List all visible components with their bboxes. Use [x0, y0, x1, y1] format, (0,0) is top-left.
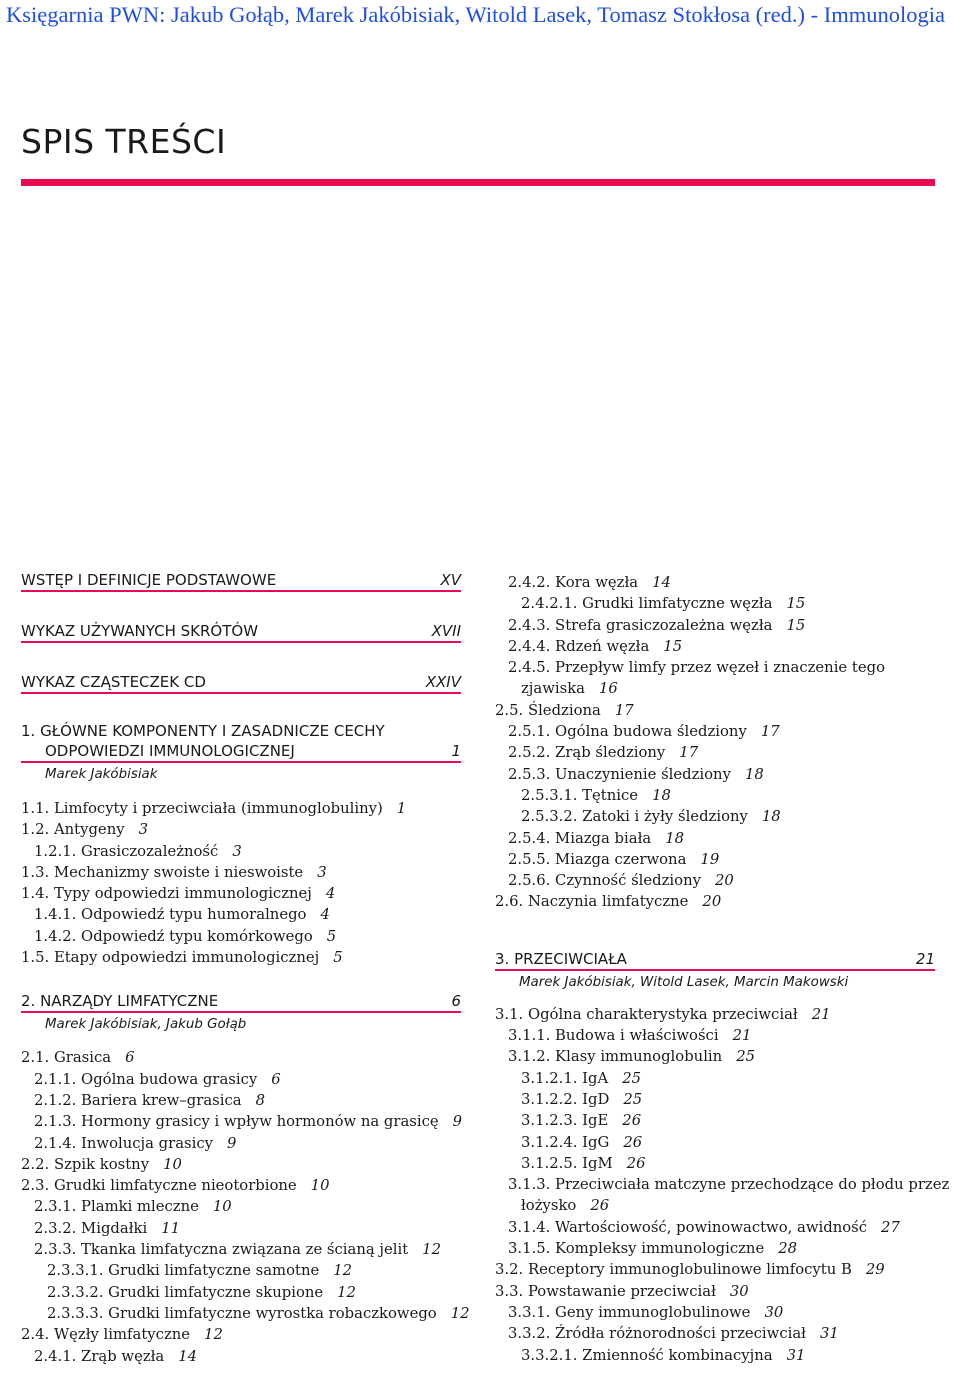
toc-item-text: łożysko — [521, 1197, 577, 1215]
toc-item-page: 1 — [396, 800, 407, 817]
toc-item[interactable] — [21, 1324, 461, 1345]
toc-item-text: 2.5.3. Unaczynienie śledziony — [508, 765, 731, 783]
toc-item-page: 4 — [320, 906, 330, 924]
toc-item[interactable] — [21, 1069, 461, 1090]
toc-item[interactable] — [495, 1302, 935, 1323]
toc-item[interactable] — [21, 819, 461, 840]
toc-item[interactable] — [21, 862, 461, 883]
page-banner[interactable]: Księgarnia PWN: Jakub Gołąb, Marek Jakóbisiak, Witold Lasek, Tomasz Stokłosa (red.) - Immunologia — [6, 2, 946, 27]
toc-item-text: 3.3.2. Źródła różnorodności przeciwciał — [508, 1325, 806, 1343]
chapter-1-items — [21, 798, 461, 968]
toc-item-text: 2.2. Szpik kostny — [21, 1155, 150, 1173]
toc-item-page: 12 — [450, 1304, 470, 1322]
toc-item[interactable] — [21, 1260, 461, 1281]
toc-item-page: 15 — [786, 595, 806, 613]
toc-item[interactable] — [495, 742, 935, 763]
toc-item-page: 31 — [819, 1325, 839, 1343]
toc-item[interactable] — [495, 1217, 935, 1238]
toc-item-text: 2.1.4. Inwolucja grasicy — [34, 1134, 214, 1152]
toc-item-page: 20 — [714, 872, 734, 890]
toc-item-text: 3.2. Receptory immunoglobulinowe limfocytu B — [495, 1261, 852, 1279]
toc-item-text: 2.3.3.1. Grudki limfatyczne samotne — [47, 1262, 320, 1280]
toc-entry-label: WSTĘP I DEFINICJE PODSTAWOWE — [21, 571, 277, 589]
toc-item-text: zjawiska — [521, 680, 585, 698]
toc-item-page: 28 — [778, 1240, 798, 1258]
chapter-1-author: Marek Jakóbisiak — [45, 767, 158, 782]
toc-item-page: 12 — [337, 1283, 356, 1301]
chapter-heading-line: 1. GŁÓWNE KOMPONENTY I ZASADNICZE CECHY — [21, 722, 385, 740]
toc-item-text: 2.4. Węzły limfatyczne — [21, 1326, 191, 1344]
toc-item-text: 3.1.2.3. IgE — [521, 1112, 609, 1130]
toc-item-page: 26 — [590, 1197, 610, 1215]
toc-item[interactable] — [495, 657, 935, 678]
chapter-heading-line: 2. NARZĄDY LIMFATYCZNE — [21, 992, 219, 1011]
toc-item-page: 6 — [125, 1049, 135, 1067]
toc-item-page: 10 — [163, 1155, 182, 1173]
toc-item[interactable] — [495, 1153, 935, 1174]
chapter-3-items — [495, 1004, 950, 1366]
toc-item[interactable] — [495, 849, 935, 870]
toc-item[interactable] — [21, 1111, 461, 1132]
chapter-heading-line: ODPOWIEDZI IMMUNOLOGICZNEJ — [45, 742, 295, 760]
toc-item-text: 2.5.6. Czynność śledziony — [508, 872, 701, 890]
toc-item-text: 1.3. Mechanizmy swoiste i nieswoiste — [21, 863, 304, 881]
toc-item-text: 2.5.3.2. Zatoki i żyły śledziony — [521, 808, 748, 826]
toc-item-text: 2.6. Naczynia limfatyczne — [495, 893, 689, 911]
toc-item[interactable] — [21, 1154, 461, 1175]
toc-item-text: 2.4.1. Zrąb węzła — [34, 1347, 165, 1365]
toc-item[interactable] — [495, 1281, 935, 1302]
toc-item-text: 2.5.4. Miazga biała — [508, 829, 652, 847]
toc-item-page: 18 — [652, 786, 671, 804]
toc-item-text: 3.1.5. Kompleksy immunologiczne — [508, 1240, 765, 1258]
toc-item[interactable] — [21, 1047, 461, 1068]
toc-item[interactable] — [21, 1218, 461, 1239]
toc-item-wrapped-line[interactable] — [495, 1195, 935, 1216]
toc-item-page: 31 — [786, 1346, 806, 1364]
toc-item[interactable] — [495, 1110, 935, 1131]
toc-item-page: 8 — [255, 1091, 265, 1109]
toc-item-page: 30 — [764, 1303, 784, 1321]
toc-item[interactable] — [495, 806, 935, 827]
toc-item[interactable] — [495, 828, 935, 849]
toc-item-text: 2.3.3.3. Grudki limfatyczne wyrostka robaczkowego — [47, 1304, 437, 1322]
chapter-3-heading[interactable] — [495, 949, 935, 971]
toc-entry-page: XVII — [431, 622, 461, 640]
toc-item-page: 21 — [732, 1027, 752, 1045]
toc-item-page: 12 — [333, 1262, 353, 1280]
toc-item[interactable] — [495, 593, 935, 614]
toc-item-page: 27 — [881, 1218, 900, 1236]
toc-item-page: 20 — [702, 893, 722, 911]
toc-item-text: 3.1. Ogólna charakterystyka przeciwciał — [495, 1005, 798, 1023]
toc-entry-front-2[interactable] — [21, 621, 461, 643]
toc-item-text: 2.4.4. Rdzeń węzła — [508, 637, 650, 655]
toc-item[interactable] — [495, 870, 935, 891]
toc-item-page: 3 — [138, 821, 149, 839]
toc-item[interactable] — [21, 904, 461, 925]
toc-item-page: 26 — [622, 1112, 642, 1130]
toc-item[interactable] — [495, 1345, 935, 1366]
toc-item-text: 2.5. Śledziona — [495, 701, 601, 719]
toc-item-text: 3.3.2.1. Zmienność kombinacyjna — [521, 1346, 773, 1364]
chapter-2-heading[interactable] — [21, 991, 461, 1013]
toc-item-text: 1.1. Limfocyty i przeciwciała (immunoglobuliny) — [21, 800, 383, 817]
toc-item[interactable] — [21, 841, 461, 862]
toc-item-page: 15 — [786, 616, 806, 634]
toc-item-page: 12 — [204, 1326, 223, 1344]
toc-item-page: 25 — [623, 1090, 643, 1108]
toc-item-text: 1.2. Antygeny — [21, 821, 125, 839]
toc-item-page: 18 — [761, 808, 781, 826]
toc-item-page: 4 — [325, 885, 336, 903]
toc-item-page: 14 — [652, 574, 671, 591]
toc-item-page: 3 — [317, 863, 327, 881]
toc-entry-label: WYKAZ UŻYWANYCH SKRÓTÓW — [21, 622, 259, 640]
toc-item-page: 17 — [679, 744, 699, 762]
toc-item[interactable] — [21, 947, 461, 968]
toc-item-page: 5 — [333, 949, 343, 967]
toc-item-page: 9 — [227, 1134, 237, 1152]
toc-item-page: 15 — [663, 637, 683, 655]
toc-item-text: 2.5.1. Ogólna budowa śledziony — [508, 723, 747, 741]
toc-item-page: 17 — [760, 723, 780, 741]
toc-item-page: 10 — [212, 1198, 232, 1216]
toc-item-text: 3.3. Powstawanie przeciwciał — [495, 1282, 716, 1300]
toc-item-page: 26 — [623, 1133, 643, 1151]
toc-item-text: 2.1.2. Bariera krew–grasica — [34, 1091, 242, 1109]
chapter-page: 1 — [451, 742, 461, 760]
toc-right-column — [495, 572, 950, 1366]
toc-item-page: 25 — [736, 1048, 756, 1066]
toc-entry-front-1[interactable] — [21, 570, 461, 592]
toc-item-text: 2.3.2. Migdałki — [34, 1219, 148, 1237]
toc-item[interactable] — [495, 1089, 935, 1110]
toc-item-text: 3.1.2.4. IgG — [521, 1133, 610, 1151]
toc-item-page: 16 — [599, 680, 618, 698]
title-divider — [21, 179, 935, 186]
toc-left-column — [21, 570, 470, 1367]
chapter-3-author: Marek Jakóbisiak, Witold Lasek, Marcin Makowski — [519, 974, 849, 990]
page-title: SPIS TREŚCI — [21, 122, 227, 161]
chapter-2-author: Marek Jakóbisiak, Jakub Gołąb — [45, 1017, 247, 1033]
toc-item[interactable] — [495, 891, 935, 912]
toc-item-text: 3.1.3. Przeciwciała matczyne przechodzące do płodu przez — [508, 1176, 950, 1194]
toc-item-page: 21 — [811, 1005, 831, 1023]
toc-item[interactable] — [495, 636, 935, 657]
toc-item[interactable] — [21, 926, 461, 947]
toc-item-text: 3.1.2. Klasy immunoglobulin — [508, 1048, 723, 1066]
toc-item[interactable] — [495, 572, 935, 593]
toc-item-text: 2.1.1. Ogólna budowa grasicy — [34, 1070, 258, 1088]
toc-item-page: 3 — [232, 842, 242, 860]
toc-entry-page: XXIV — [425, 673, 461, 691]
toc-item-text: 2.3. Grudki limfatyczne nieotorbione — [21, 1177, 297, 1195]
toc-item[interactable] — [21, 798, 461, 819]
toc-item-page: 26 — [626, 1154, 646, 1172]
toc-item[interactable] — [495, 1259, 935, 1280]
toc-item-page: 11 — [161, 1219, 181, 1237]
toc-item[interactable] — [21, 1090, 461, 1111]
toc-item[interactable] — [21, 1346, 461, 1367]
chapter-1-heading[interactable] — [21, 721, 461, 763]
toc-item[interactable] — [495, 1025, 935, 1046]
toc-item[interactable] — [495, 1238, 935, 1259]
toc-item-page: 12 — [422, 1241, 442, 1259]
toc-item-text: 2.4.2. Kora węzła — [508, 574, 639, 591]
toc-item-text: 1.4.1. Odpowiedź typu humoralnego — [34, 906, 307, 924]
toc-item[interactable] — [21, 1239, 461, 1260]
toc-item[interactable] — [495, 1323, 935, 1344]
toc-item[interactable] — [21, 1303, 470, 1324]
toc-item-text: 1.4.2. Odpowiedź typu komórkowego — [34, 927, 313, 945]
toc-item-text: 1.4. Typy odpowiedzi immunologicznej — [21, 885, 312, 903]
toc-item-page: 10 — [310, 1177, 330, 1195]
toc-item-text: 3.1.1. Budowa i właściwości — [508, 1027, 719, 1045]
toc-item-text: 1.5. Etapy odpowiedzi immunologicznej — [21, 949, 320, 967]
toc-item-page: 5 — [326, 927, 337, 945]
toc-item[interactable] — [495, 721, 935, 742]
chapter-page: 6 — [451, 992, 461, 1011]
chapter-page: 21 — [915, 949, 935, 968]
toc-item-page: 25 — [622, 1069, 642, 1087]
toc-item-text: 2.4.5. Przepływ limfy przez węzeł i znaczenie tego — [508, 659, 885, 677]
toc-item-page: 9 — [452, 1113, 463, 1131]
chapter-heading-line: 3. PRZECIWCIAŁA — [495, 949, 627, 968]
chapter-2-items-continued — [495, 572, 935, 913]
toc-entry-front-3[interactable] — [21, 672, 461, 694]
toc-item-page: 18 — [665, 829, 685, 847]
toc-item-page: 29 — [865, 1261, 885, 1279]
toc-item-text: 1.2.1. Grasiczozależność — [34, 842, 219, 860]
toc-item[interactable] — [21, 883, 461, 904]
toc-item-text: 2.1.3. Hormony grasicy i wpływ hormonów na grasicę — [34, 1113, 439, 1131]
toc-item-text: 3.1.2.1. IgA — [521, 1069, 609, 1087]
toc-item-text: 3.1.2.5. IgM — [521, 1154, 613, 1172]
toc-item-text: 2.4.3. Strefa grasiczozależna węzła — [508, 616, 773, 634]
toc-item-text: 2.3.1. Plamki mleczne — [34, 1198, 199, 1216]
toc-item-text: 2.4.2.1. Grudki limfatyczne węzła — [521, 595, 773, 613]
toc-item[interactable] — [495, 1068, 935, 1089]
toc-item-text: 2.3.3.2. Grudki limfatyczne skupione — [47, 1283, 324, 1301]
toc-item[interactable] — [21, 1282, 461, 1303]
toc-item[interactable] — [495, 700, 935, 721]
toc-item-text: 3.1.2.2. IgD — [521, 1090, 610, 1108]
toc-item-text: 2.5.5. Miazga czerwona — [508, 850, 687, 868]
toc-item[interactable] — [495, 764, 935, 785]
toc-item[interactable] — [21, 1196, 461, 1217]
toc-item-page: 30 — [729, 1282, 749, 1300]
toc-item-page: 14 — [178, 1347, 198, 1365]
toc-item[interactable] — [495, 1174, 950, 1195]
toc-item-page: 19 — [700, 850, 720, 868]
toc-entry-page: XV — [440, 571, 461, 589]
toc-item[interactable] — [495, 1004, 935, 1025]
toc-item-page: 17 — [614, 701, 634, 719]
toc-item[interactable] — [495, 785, 935, 806]
toc-item-text: 3.3.1. Geny immunoglobulinowe — [508, 1303, 751, 1321]
toc-item-text: 2.1. Grasica — [21, 1049, 112, 1067]
toc-item[interactable] — [495, 615, 935, 636]
toc-item-page: 18 — [744, 765, 764, 783]
toc-item[interactable] — [495, 1132, 935, 1153]
chapter-2-items — [21, 1047, 470, 1366]
toc-item-page: 6 — [271, 1070, 281, 1088]
toc-item-wrapped-line[interactable] — [495, 678, 935, 699]
toc-item-text: 2.3.3. Tkanka limfatyczna związana ze ścianą jelit — [34, 1241, 409, 1259]
toc-item-text: 3.1.4. Wartościowość, powinowactwo, awidność — [508, 1218, 868, 1236]
toc-entry-label: WYKAZ CZĄSTECZEK CD — [21, 673, 206, 691]
toc-item-text: 2.5.2. Zrąb śledziony — [508, 744, 666, 762]
toc-item[interactable] — [495, 1046, 935, 1067]
toc-item-text: 2.5.3.1. Tętnice — [521, 786, 639, 804]
toc-item[interactable] — [21, 1175, 461, 1196]
toc-item[interactable] — [21, 1133, 461, 1154]
